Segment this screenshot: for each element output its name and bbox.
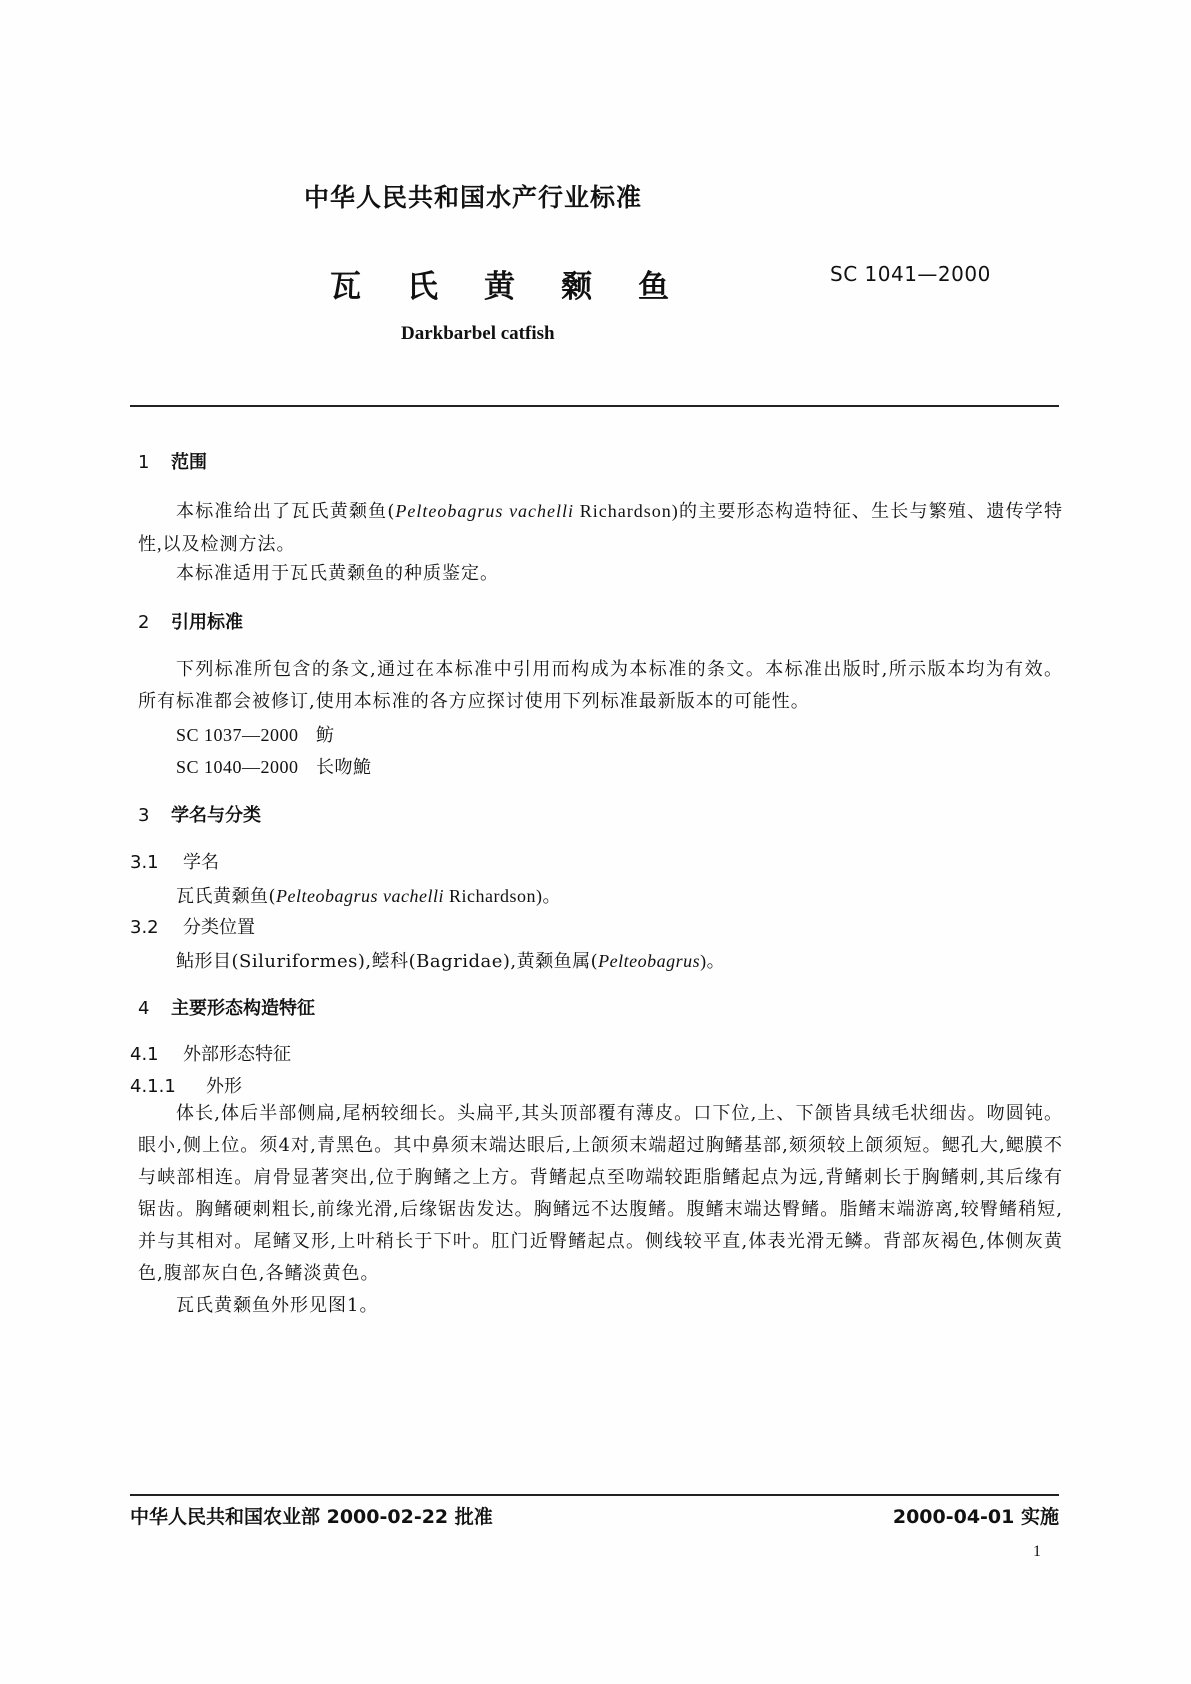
reference-code: SC 1037—2000	[176, 725, 299, 745]
subsection-number: 4.1.1	[130, 1076, 176, 1097]
reference-name: 长吻鮠	[316, 757, 372, 778]
page-number: 1	[1033, 1543, 1041, 1560]
section-1-paragraph-2: 本标准适用于瓦氏黄颡鱼的种质鉴定。	[176, 563, 499, 584]
text-run: 鲇形目(Siluriformes),鲿科(Bagridae),黄颡鱼属(	[176, 951, 599, 972]
section-number: 4	[138, 998, 150, 1019]
subsection-4-1-heading	[130, 1040, 291, 1066]
subsection-4-1-1-heading	[130, 1072, 242, 1098]
subsection-title: 外形	[206, 1076, 242, 1097]
subsection-title: 学名	[183, 852, 219, 873]
latin-name: Pelteobagrus vachelli	[395, 501, 575, 521]
title-char: 鱼	[638, 269, 669, 305]
subsection-3-2-heading	[130, 913, 255, 939]
subsection-number: 4.1	[130, 1044, 159, 1065]
text-run: 本标准给出了瓦氏黄颡鱼(	[176, 501, 396, 522]
text-run: Richardson)。	[444, 886, 561, 906]
section-number: 2	[138, 612, 150, 633]
text-run: 瓦氏黄颡鱼(	[176, 886, 277, 907]
header-divider	[130, 405, 1059, 407]
section-title: 范围	[171, 452, 207, 473]
section-number: 1	[138, 452, 150, 473]
reference-name: 鲂	[316, 725, 335, 746]
subsection-title: 分类位置	[183, 917, 255, 938]
title-char: 氏	[407, 269, 438, 305]
subsection-number: 3.2	[130, 917, 159, 938]
section-title: 主要形态构造特征	[171, 998, 315, 1019]
title-char: 颡	[561, 269, 592, 305]
latin-name: Pelteobagrus	[598, 951, 701, 971]
effective-date: 2000-04-01 实施	[892, 1506, 1059, 1528]
taxonomy-text	[176, 947, 725, 973]
section-3-heading	[138, 801, 261, 827]
standard-number: SC 1041—2000	[830, 262, 991, 286]
section-1-heading	[138, 448, 207, 474]
reference-item	[176, 721, 335, 747]
section-2-paragraph-1: 下列标准所包含的条文,通过在本标准中引用而构成为本标准的条文。本标准出版时,所示版本均为有效。所有标准都会被修订,使用本标准的各方应探讨使用下列标准最新版本的可能性。	[138, 659, 1063, 712]
latin-name: Pelteobagrus vachelli	[276, 886, 444, 906]
text-run: Richardson)的主要形态构造特征、生长与繁殖、遗传学特性,以及检测方法。	[138, 501, 1063, 554]
text-run: )。	[700, 951, 726, 971]
document-title	[330, 261, 715, 306]
section-2-heading	[138, 608, 243, 634]
section-1-paragraph-1	[138, 495, 1063, 561]
title-char: 黄	[484, 269, 515, 305]
subsection-title: 外部形态特征	[183, 1044, 291, 1065]
standard-type-heading: 中华人民共和国水产行业标准	[304, 183, 643, 212]
footer-divider	[130, 1494, 1059, 1496]
reference-item	[176, 753, 372, 779]
external-form-paragraph: 体长,体后半部侧扁,尾柄较细长。头扁平,其头顶部覆有薄皮。口下位,上、下颌皆具绒毛状细齿。吻圆钝。眼小,侧上位。须4对,青黑色。其中鼻须末端达眼后,上颌须末端超过胸鳍基部,颏须较上颌须短。鳃孔大,鳃膜不与峡部相连。肩骨显著突出,位于胸鳍之上方。背鳍起点至吻端较距脂鳍起点为远,背鳍刺长于胸鳍刺,其后缘有锯齿。胸鳍硬刺粗长,前缘光滑,后缘锯齿发达。胸鳍远不达腹鳍。腹鳍末端达臀鳍。脂鳍末端游离,较臀鳍稍短,并与其相对。尾鳍叉形,上叶稍长于下叶。肛门近臀鳍起点。侧线较平直,体表光滑无鳞。背部灰褐色,体侧灰黄色,腹部灰白色,各鳍淡黄色。	[138, 1103, 1063, 1284]
scientific-name-text	[176, 882, 561, 908]
approval-statement: 中华人民共和国农业部 2000-02-22 批准	[130, 1506, 493, 1528]
figure-reference-paragraph: 瓦氏黄颡鱼外形见图1。	[176, 1295, 379, 1316]
section-4-heading	[138, 994, 315, 1020]
section-number: 3	[138, 805, 150, 826]
subsection-3-1-heading	[130, 848, 219, 874]
section-title: 学名与分类	[171, 805, 261, 826]
subsection-number: 3.1	[130, 852, 159, 873]
section-title: 引用标准	[171, 612, 243, 633]
title-char: 瓦	[330, 269, 361, 305]
reference-code: SC 1040—2000	[176, 757, 299, 777]
english-title: Darkbarbel catfish	[401, 323, 555, 344]
